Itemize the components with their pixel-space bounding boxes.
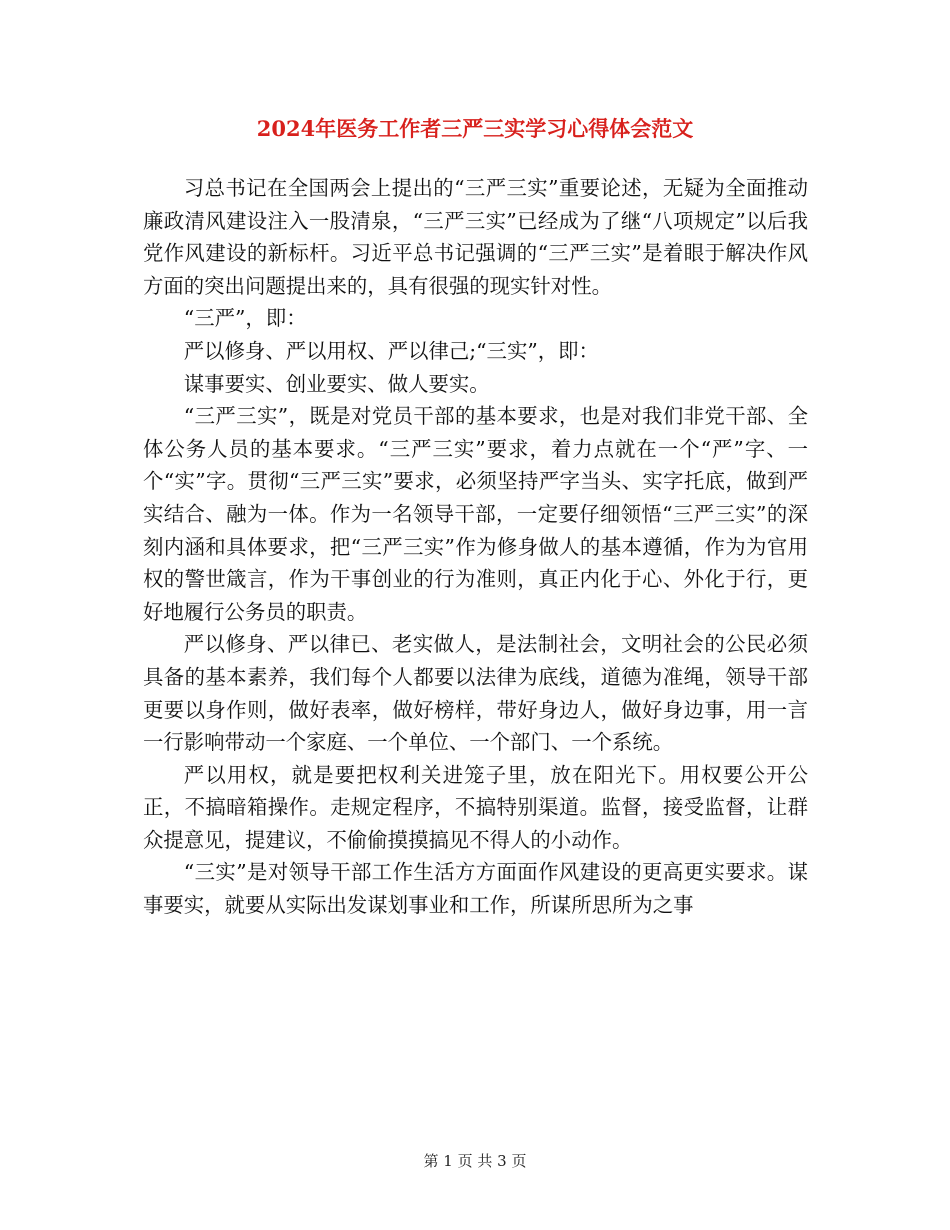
paragraph-intro: 习总书记在全国两会上提出的“三严三实”重要论述，无疑为全面推动廉政清风建设注入一股清泉，“三严三实”已经成为了继“八项规定”以后我党作风建设的新标杆。习近平总书记强调的“三严三实”是着眼于解决作风方面的突出问题提出来的，具有很强的现实针对性。 <box>143 176 808 298</box>
paragraph-three-solid: “三实”是对领导干部工作生活方方面面作风建设的更高更实要求。谋事要实，就要从实际出发谋划事业和工作，所谋所思所为之事 <box>143 860 808 918</box>
document-title: 2024年医务工作者三严三实学习心得体会范文 <box>256 116 694 141</box>
paragraph-three-strict-items: 严以修身、严以用权、严以律己;“三实”，即： <box>183 338 599 363</box>
paragraph-self-cultivation: 严以修身、严以律已、老实做人，是法制社会，文明社会的公民必须具备的基本素养，我们每个人都要以法律为底线，道德为准绳，领导干部更要以身作则，做好表率，做好榜样，带好身边人，做好身边事，用一言一行影响带动一个家庭、一个单位、一个部门、一个系统。 <box>143 632 808 755</box>
paragraph-three-solid-items: 谋事要实、创业要实、做人要实。 <box>183 371 490 396</box>
paragraph-three-strict-label: “三严”，即： <box>183 306 307 331</box>
paragraph-use-of-power: 严以用权，就是要把权利关进笼子里，放在阳光下。用权要公开公正，不搞暗箱操作。走规定程序，不搞特别渠道。监督，接受监督，让群众提意见，提建议，不偷偷摸摸搞见不得人的小动作。 <box>143 762 808 852</box>
page-number: 第 1 页 共 3 页 <box>423 1152 527 1170</box>
paragraph-requirements: “三严三实”，既是对党员干部的基本要求，也是对我们非党干部、全体公务人员的基本要求。“三严三实”要求，着力点就在一个“严”字、一个“实”字。贯彻“三严三实”要求，必须坚持严字当头、实字托底，做到严实结合、融为一体。作为一名领导干部，一定要仔细领悟“三严三实”的深刻内涵和具体要求，把“三严三实”作为修身做人的基本遵循，作为为官用权的警世箴言，作为干事创业的行为准则，真正内化于心、外化于行，更好地履行公务员的职责。 <box>143 404 808 624</box>
document-body <box>143 172 808 922</box>
